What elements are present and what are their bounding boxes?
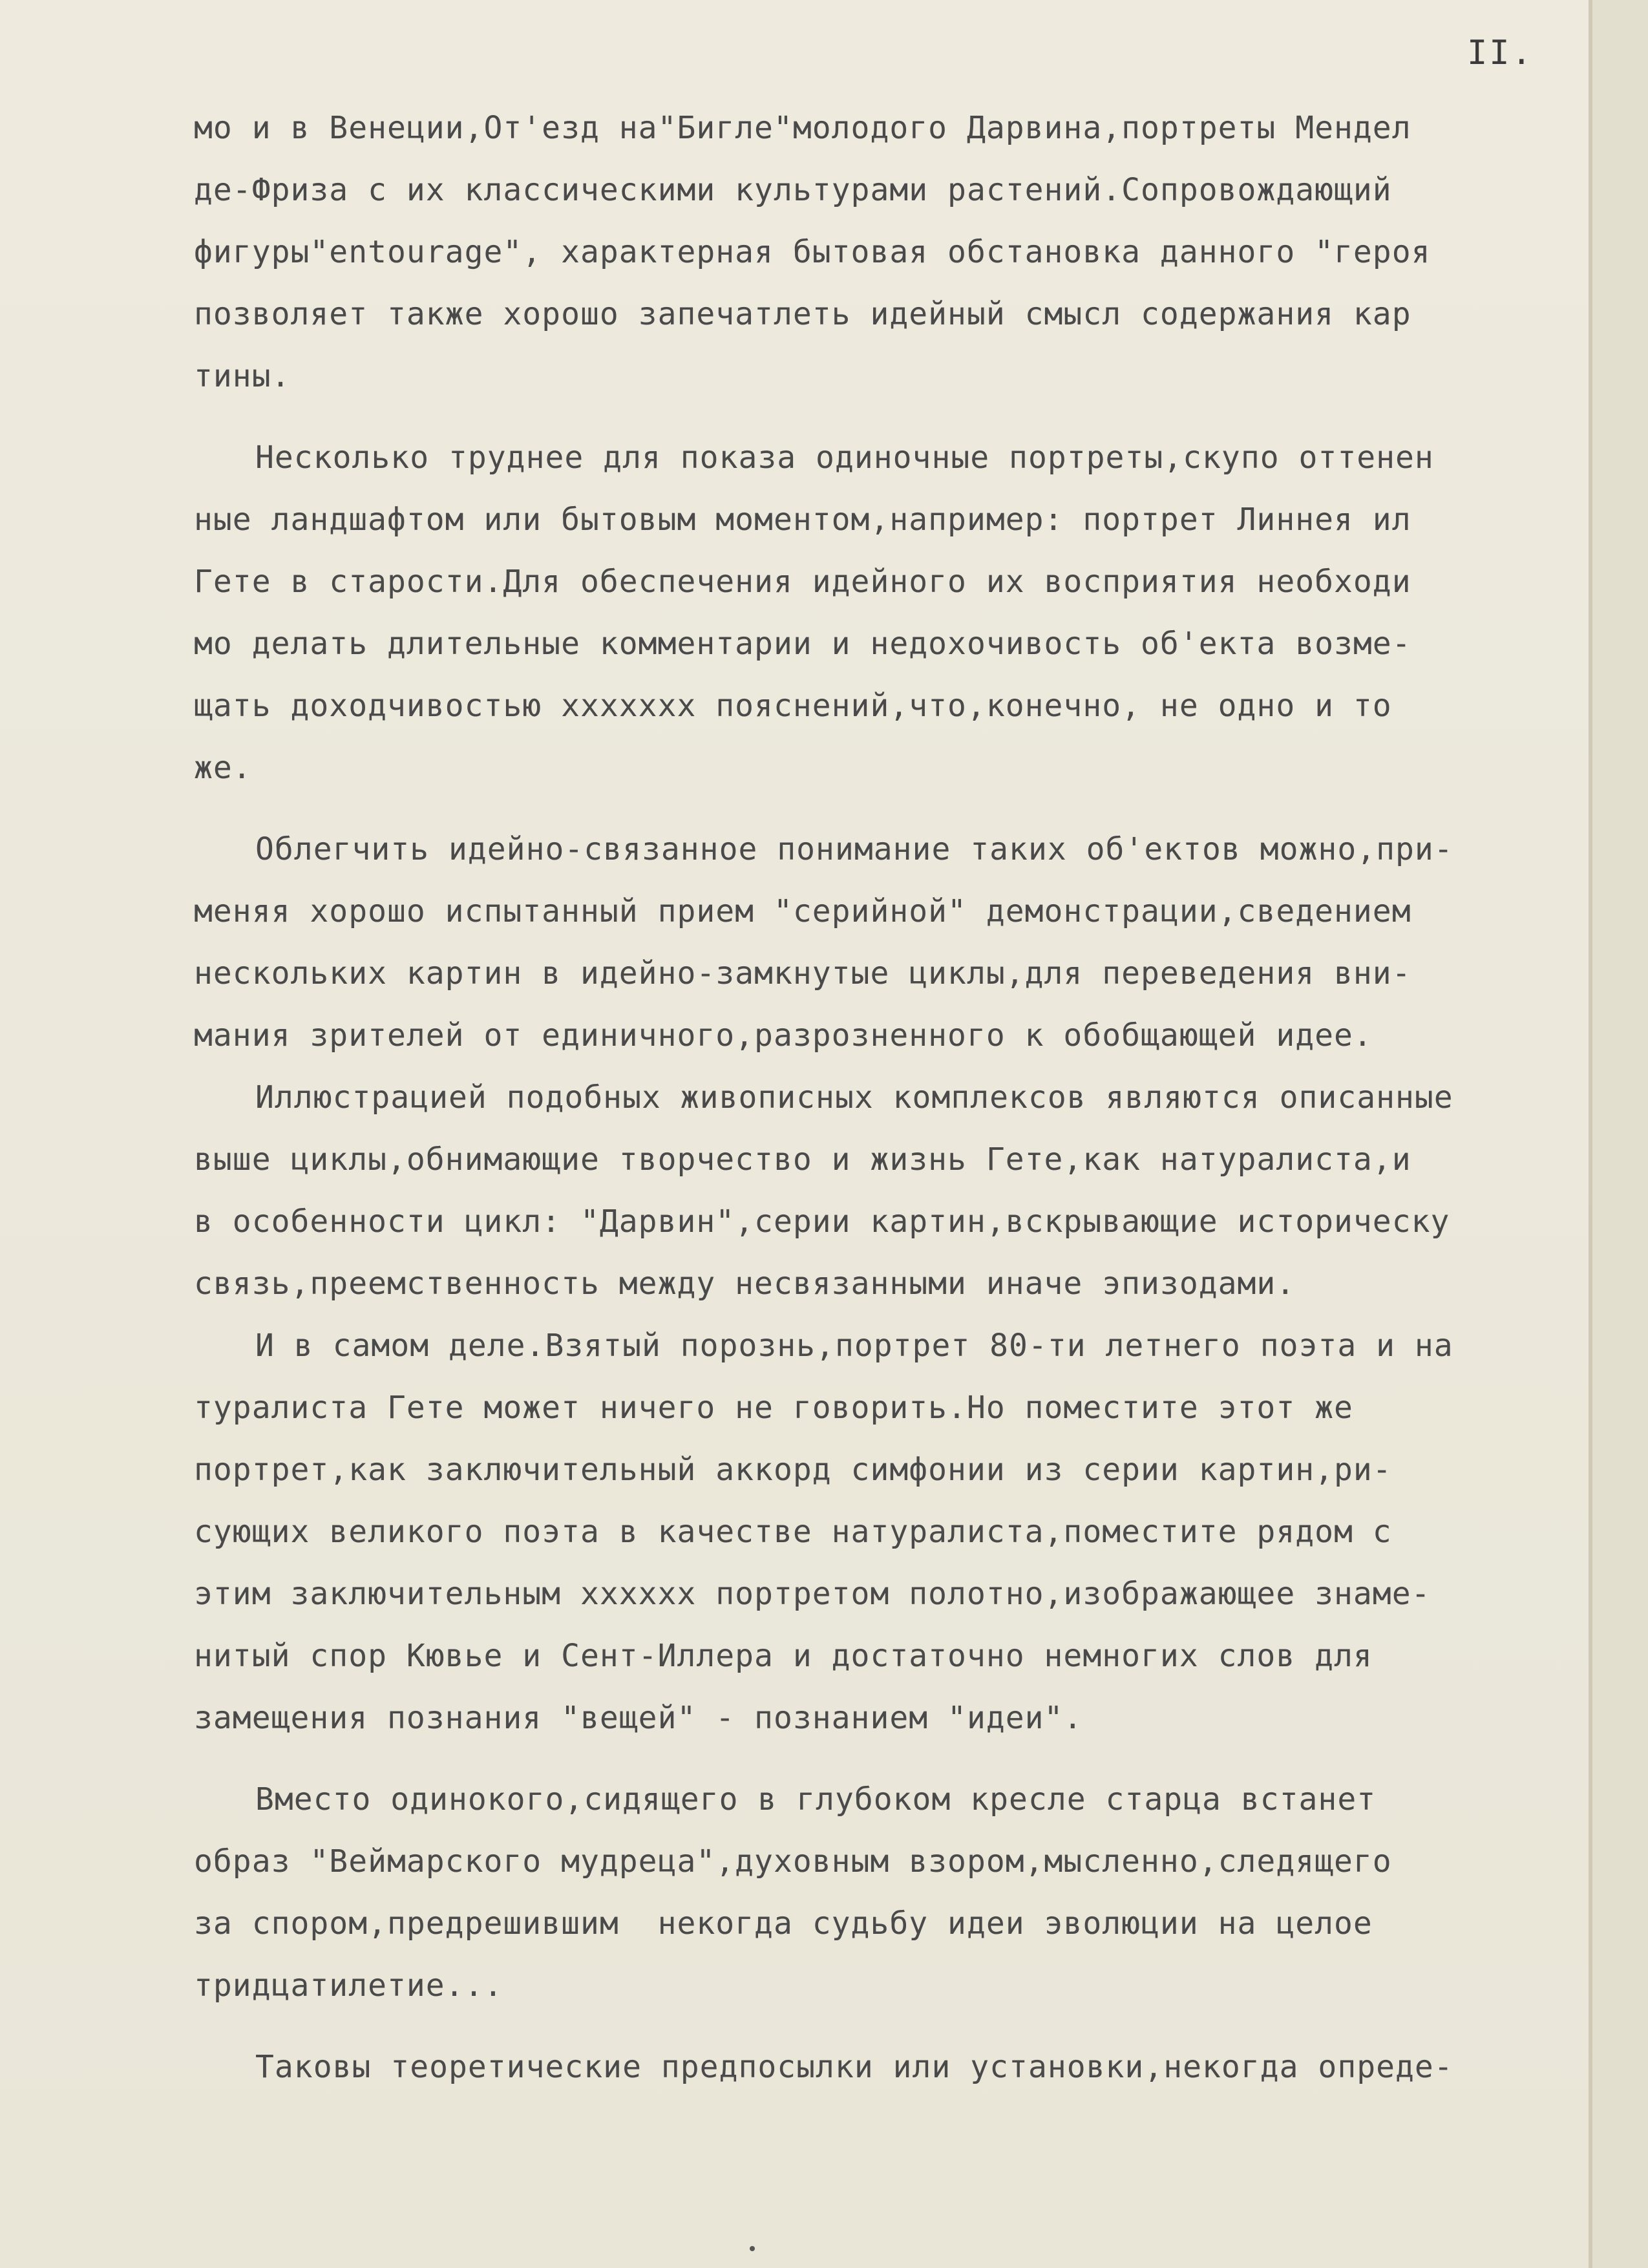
text-line: портрет,как заключительный аккорд симфонии из серии картин,ри- <box>194 1452 1392 1488</box>
text-line: тины. <box>194 358 291 394</box>
text-line: Облегчить идейно-связанное понимание таких об'ектов можно,при- <box>255 831 1453 867</box>
page-number: II. <box>1467 34 1534 72</box>
text-line: сующих великого поэта в качестве натуралиста,поместите рядом с <box>194 1514 1392 1550</box>
text-line: мо и в Венеции,От'езд на"Бигле"молодого Дарвина,портреты Мендел <box>194 110 1411 146</box>
text-line: фигуры"entourage", характерная бытовая обстановка данного "героя <box>194 234 1431 270</box>
text-line: щать доходчивостью ххххххх пояснений,что,конечно, не одно и то <box>194 688 1392 724</box>
text-line: образ "Веймарского мудреца",духовным взором,мысленно,следящего <box>194 1843 1392 1880</box>
text-line: Иллюстрацией подобных живописных комплексов являются описанные <box>255 1079 1453 1116</box>
text-line: связь,преемственность между несвязанными иначе эпизодами. <box>194 1266 1296 1302</box>
text-line: за спором,предрешившим некогда судьбу идеи эволюции на целое <box>194 1905 1373 1942</box>
text-line: Гете в старости.Для обеспечения идейного их восприятия необходи <box>194 564 1411 600</box>
text-line: И в самом деле.Взятый порознь,портрет 80-ти летнего поэта и на <box>255 1328 1453 1364</box>
text-line: меняя хорошо испытанный прием "серийной" демонстрации,сведением <box>194 893 1411 929</box>
ink-dot <box>750 2246 755 2251</box>
text-line: выше циклы,обнимающие творчество и жизнь Гете,как натуралиста,и <box>194 1141 1411 1178</box>
text-line: мо делать длительные комментарии и недохочивость об'екта возме- <box>194 626 1411 662</box>
text-line: же. <box>194 750 252 786</box>
text-line: этим заключительным хххххх портретом полотно,изображающее знаме- <box>194 1576 1431 1612</box>
typed-body-text <box>194 97 1590 2098</box>
text-line: Таковы теоретические предпосылки или установки,некогда опреде- <box>255 2049 1453 2085</box>
text-line: нескольких картин в идейно-замкнутые циклы,для переведения вни- <box>194 955 1411 991</box>
text-line: де-Фриза с их классическими культурами растений.Сопровождающий <box>194 172 1392 208</box>
text-line: Несколько труднее для показа одиночные портреты,скупо оттенен <box>255 440 1434 476</box>
text-line: ные ландшафтом или бытовым моментом,например: портрет Линнея ил <box>194 502 1411 538</box>
text-line: туралиста Гете может ничего не говорить.Но поместите этот же <box>194 1390 1353 1426</box>
text-line: в особенности цикл: "Дарвин",серии картин,вскрывающие историческу <box>194 1203 1450 1240</box>
text-line: Вместо одинокого,сидящего в глубоком кресле старца встанет <box>255 1781 1377 1818</box>
text-line: мания зрителей от единичного,разрозненного к обобщающей идее. <box>194 1017 1373 1054</box>
text-line: замещения познания "вещей" - познанием "идеи". <box>194 1700 1083 1736</box>
text-line: позволяет также хорошо запечатлеть идейный смысл содержания кар <box>194 296 1411 332</box>
text-line: тридцатилетие... <box>194 1967 503 2004</box>
text-line: нитый спор Кювье и Сент-Иллера и достаточно немногих слов для <box>194 1638 1373 1674</box>
